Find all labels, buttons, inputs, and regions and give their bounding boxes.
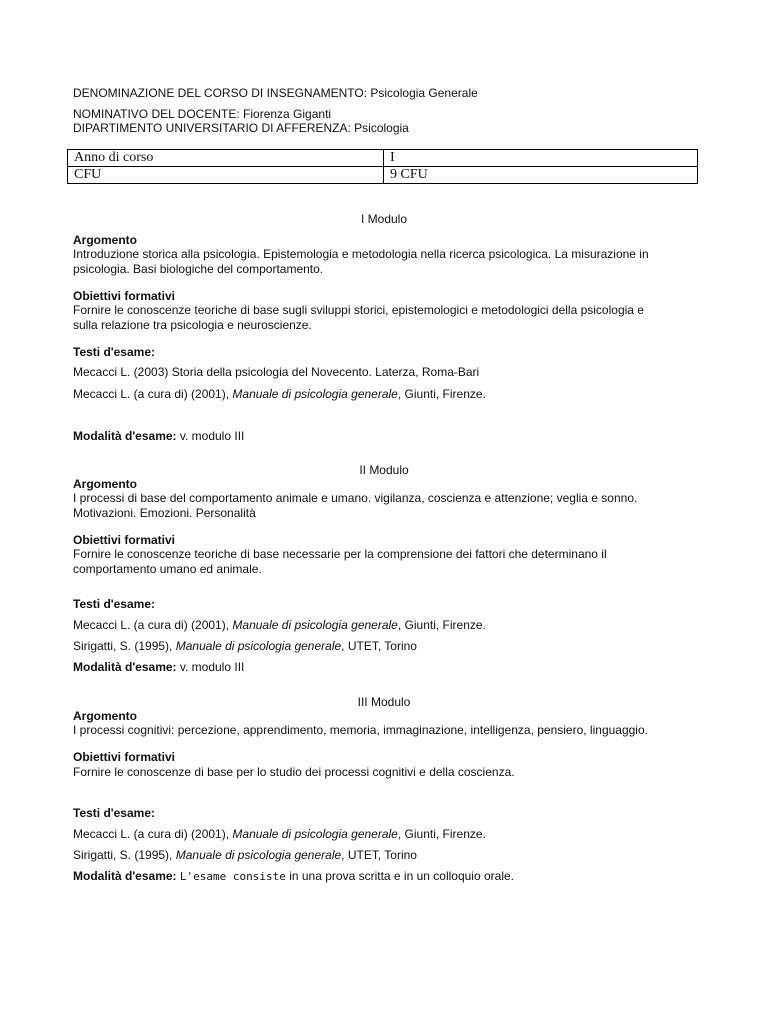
modalita-value: in una prova scritta e in un colloquio orale. (285, 869, 514, 883)
course-value: Psicologia Generale (370, 86, 478, 100)
department-line (73, 121, 409, 135)
department-value: Psicologia (354, 121, 409, 135)
reference-item (73, 618, 486, 632)
argomento-text: I processi cognitivi: percezione, apprendimento, memoria, immaginazione, intelligenza, pensiero, linguaggio. (73, 723, 648, 737)
table-cell-label: Anno di corso (68, 150, 384, 167)
table-cell-value: 9 CFU (384, 167, 698, 184)
argomento-text: psicologia. Basi biologiche del comportamento. (73, 262, 324, 276)
reference-title: Manuale di psicologia generale (232, 387, 398, 401)
argomento-text: Introduzione storica alla psicologia. Epistemologia e metodologia nella ricerca psicologica. La misurazione in (73, 247, 649, 261)
modalita-value: v. modulo III (179, 660, 245, 674)
teacher-line (73, 107, 331, 121)
reference-item (73, 827, 486, 841)
argomento-heading: Argomento (73, 477, 137, 491)
course-name-line (73, 86, 478, 100)
course-info-table (67, 149, 698, 184)
reference-text: Mecacci L. (2003) Storia della psicologia del Novecento. Laterza, Roma-Bari (73, 365, 480, 379)
reference-publisher: , Giunti, Firenze. (397, 387, 486, 401)
reference-publisher: , Giunti, Firenze. (397, 618, 486, 632)
reference-item (73, 848, 417, 862)
reference-publisher: , UTET, Torino (341, 848, 417, 862)
reference-author: Mecacci L. (a cura di) (2001), (73, 618, 233, 632)
reference-publisher: , Giunti, Firenze. (397, 827, 486, 841)
reference-title: Manuale di psicologia generale (232, 618, 398, 632)
reference-title: Manuale di psicologia generale (232, 827, 398, 841)
modalita-label: Modalità d'esame: (73, 660, 177, 674)
modalita-line (73, 660, 244, 674)
table-cell-value: I (384, 150, 698, 167)
table-cell-label: CFU (68, 167, 384, 184)
obiettivi-heading: Obiettivi formativi (73, 289, 176, 303)
obiettivi-text: sulla relazione tra psicologia e neuroscienze. (73, 318, 312, 332)
testi-heading: Testi d'esame: (73, 345, 155, 359)
teacher-label: NOMINATIVO DEL DOCENTE: (73, 107, 240, 121)
modalita-label: Modalità d'esame: (73, 429, 177, 443)
argomento-heading: Argomento (73, 233, 137, 247)
testi-heading: Testi d'esame: (73, 597, 155, 611)
testi-heading: Testi d'esame: (73, 806, 155, 820)
obiettivi-heading: Obiettivi formativi (73, 533, 176, 547)
reference-item (73, 639, 417, 653)
modalita-value-mono: L'esame consiste (179, 870, 286, 883)
argomento-heading: Argomento (73, 709, 137, 723)
obiettivi-heading: Obiettivi formativi (73, 750, 176, 764)
reference-title: Manuale di psicologia generale (175, 639, 342, 653)
module-title: I Modulo (360, 212, 408, 226)
obiettivi-text: Fornire le conoscenze teoriche di base sugli sviluppi storici, epistemologici e metodologici della psicologia e (73, 303, 644, 317)
module-title: II Modulo (359, 463, 409, 477)
course-label: DENOMINAZIONE DEL CORSO DI INSEGNAMENTO: (73, 86, 368, 100)
modalita-label: Modalità d'esame: (73, 869, 177, 883)
modalita-line (73, 429, 244, 443)
table-row (68, 150, 698, 167)
argomento-text: Motivazioni. Emozioni. Personalità (73, 506, 256, 520)
department-label: DIPARTIMENTO UNIVERSITARIO DI AFFERENZA: (73, 121, 351, 135)
teacher-value: Fiorenza Giganti (243, 107, 332, 121)
modalita-line (73, 869, 514, 884)
reference-author: Sirigatti, S. (1995), (73, 848, 176, 862)
reference-publisher: , UTET, Torino (341, 639, 417, 653)
reference-item (73, 365, 479, 379)
obiettivi-text: Fornire le conoscenze teoriche di base necessarie per la comprensione dei fattori che determinano il (73, 547, 607, 561)
module-title: III Modulo (357, 695, 411, 709)
modalita-value: v. modulo III (179, 429, 245, 443)
reference-item (73, 387, 486, 401)
reference-title: Manuale di psicologia generale (175, 848, 342, 862)
table-row (68, 167, 698, 184)
reference-author: Sirigatti, S. (1995), (73, 639, 176, 653)
obiettivi-text: Fornire le conoscenze di base per lo studio dei processi cognitivi e della coscienza. (73, 765, 515, 779)
reference-author: Mecacci L. (a cura di) (2001), (73, 387, 233, 401)
argomento-text: I processi di base del comportamento animale e umano. vigilanza, coscienza e attenzione; veglia e sonno. (73, 491, 638, 505)
obiettivi-text: comportamento umano ed animale. (73, 562, 262, 576)
reference-author: Mecacci L. (a cura di) (2001), (73, 827, 233, 841)
